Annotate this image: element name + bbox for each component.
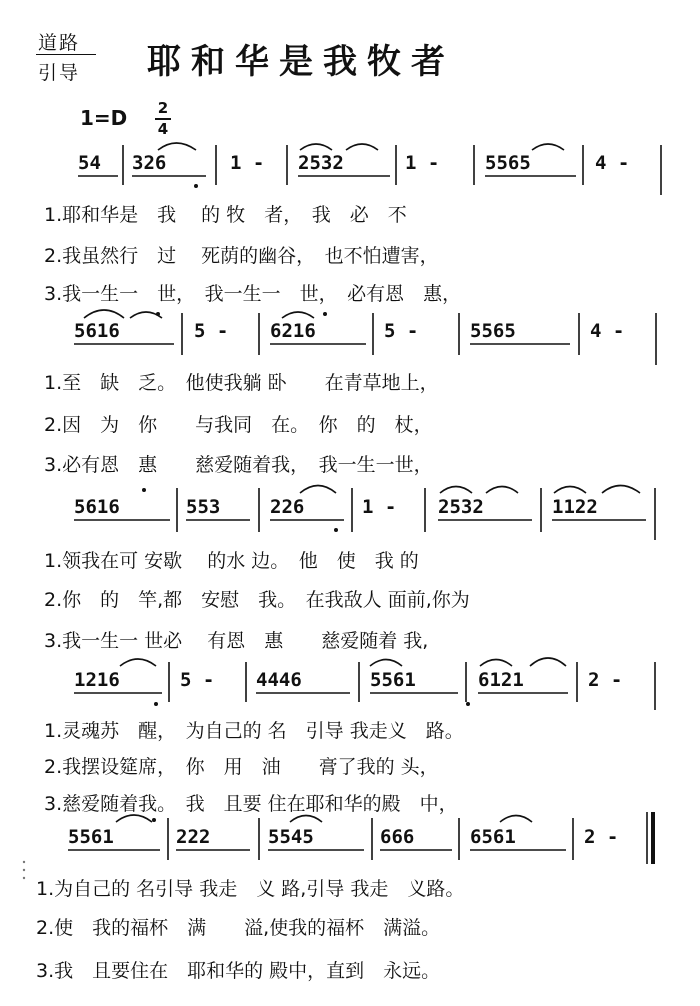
- slur: [282, 312, 314, 318]
- octave-dot: [156, 312, 160, 316]
- s4-measure-3: 4446: [256, 669, 302, 691]
- s1-lyric-verse-3: 3.我一生一 世， 我一生一 世， 必有恩 惠，: [44, 283, 462, 305]
- s2-measure-6: 4 -: [590, 320, 625, 342]
- s3-lyric-verse-2: 2.你 的 竿,都 安慰 我。 在我敌人 面前,你为: [44, 589, 470, 611]
- s1-lyric-verse-2: 2.我虽然行 过 死荫的幽谷， 也不怕遭害，: [44, 245, 439, 267]
- s2-measure-2: 5 -: [194, 320, 229, 342]
- octave-dot: [194, 184, 198, 188]
- slur: [120, 659, 156, 666]
- category-label-bottom: 引导: [38, 62, 81, 84]
- s1-measure-2: 326: [132, 152, 167, 174]
- s1-measure-1: 54: [78, 152, 101, 174]
- s1-measure-3: 1 -: [230, 152, 265, 174]
- s2-measure-5: 5565: [470, 320, 516, 342]
- s4-measure-6: 2 -: [588, 669, 623, 691]
- slur: [290, 816, 322, 823]
- s3-measure-6: 1122: [552, 496, 598, 518]
- s3-measure-1: 5616: [74, 496, 120, 518]
- slur: [486, 487, 518, 494]
- slur: [554, 487, 586, 494]
- s5-measure-4: 666: [380, 826, 415, 848]
- slur: [116, 815, 152, 822]
- slur: [300, 486, 336, 494]
- s5-lyric-verse-3: 3.我 且要住在 耶和华的 殿中，直到 永远。: [36, 960, 441, 982]
- s5-lyric-verse-2: 2.使 我的福杯 满 溢,使我的福杯 满溢。: [36, 917, 441, 939]
- s1-lyric-verse-1: 1.耶和华是 我 的 牧 者， 我 必 不: [44, 204, 407, 226]
- category-label-top: 道路: [38, 32, 81, 54]
- slur: [346, 144, 378, 150]
- s2-measure-1: 5616: [74, 320, 120, 342]
- octave-dot: [323, 312, 327, 316]
- s3-lyric-verse-1: 1.领我在可 安歇 的水 边。 他 使 我 的: [44, 550, 419, 572]
- s1-measure-6: 5565: [485, 152, 531, 174]
- s4-measure-4: 5561: [370, 669, 416, 691]
- s2-measure-3: 6216: [270, 320, 316, 342]
- slur: [158, 143, 196, 150]
- octave-dot: [334, 528, 338, 532]
- slur: [500, 816, 532, 823]
- s2-measure-4: 5 -: [384, 320, 419, 342]
- s1-measure-4: 2532: [298, 152, 344, 174]
- octave-dot: [142, 488, 146, 492]
- s4-lyric-verse-1: 1.灵魂苏 醒， 为自己的 名 引导 我走义 路。: [44, 720, 464, 742]
- slur: [532, 144, 564, 150]
- s3-measure-2: 553: [186, 496, 221, 518]
- stray-mark: [23, 869, 25, 871]
- s4-measure-5: 6121: [478, 669, 524, 691]
- song-title: 耶和华是我牧者: [147, 42, 455, 82]
- s1-measure-5: 1 -: [405, 152, 440, 174]
- s5-measure-3: 5545: [268, 826, 314, 848]
- octave-dot: [466, 702, 470, 706]
- s2-lyric-verse-1: 1.至 缺 乏。 他使我躺 卧 在青草地上，: [44, 372, 439, 394]
- slur: [530, 658, 566, 666]
- s4-lyric-verse-3: 3.慈爱随着我。 我 且要 住在耶和华的殿 中，: [44, 793, 458, 815]
- stray-mark: [23, 861, 25, 863]
- stray-mark: [23, 877, 25, 879]
- s5-lyric-verse-1: 1.为自己的 名引导 我走 义 路,引导 我走 义路。: [36, 878, 465, 900]
- s5-measure-6: 2 -: [584, 826, 619, 848]
- s4-measure-2: 5 -: [180, 669, 215, 691]
- s4-measure-1: 1216: [74, 669, 120, 691]
- octave-dot: [154, 702, 158, 706]
- slur: [440, 487, 472, 494]
- s2-lyric-verse-2: 2.因 为 你 与我同 在。 你 的 杖，: [44, 414, 433, 436]
- s5-measure-5: 6561: [470, 826, 516, 848]
- slur: [300, 144, 332, 150]
- s5-measure-2: 222: [176, 826, 211, 848]
- s3-measure-3: 226: [270, 496, 305, 518]
- s5-measure-1: 5561: [68, 826, 114, 848]
- s3-lyric-verse-3: 3.我一生一 世必 有恩 惠 慈爱随着 我,: [44, 630, 429, 652]
- slur: [370, 660, 402, 667]
- slur: [602, 486, 640, 494]
- s2-lyric-verse-3: 3.必有恩 惠 慈爱随着我， 我一生一世，: [44, 454, 433, 476]
- key-signature: 1=D: [80, 106, 128, 130]
- slur: [480, 660, 512, 667]
- slur: [84, 310, 124, 318]
- time-signature-bottom: 4: [157, 120, 169, 138]
- time-signature-top: 2: [157, 99, 169, 117]
- s4-lyric-verse-2: 2.我摆设筵席， 你 用 油 膏了我的 头，: [44, 756, 439, 778]
- s3-measure-5: 2532: [438, 496, 484, 518]
- s1-measure-7: 4 -: [595, 152, 630, 174]
- octave-dot: [152, 818, 156, 822]
- s3-measure-4: 1 -: [362, 496, 397, 518]
